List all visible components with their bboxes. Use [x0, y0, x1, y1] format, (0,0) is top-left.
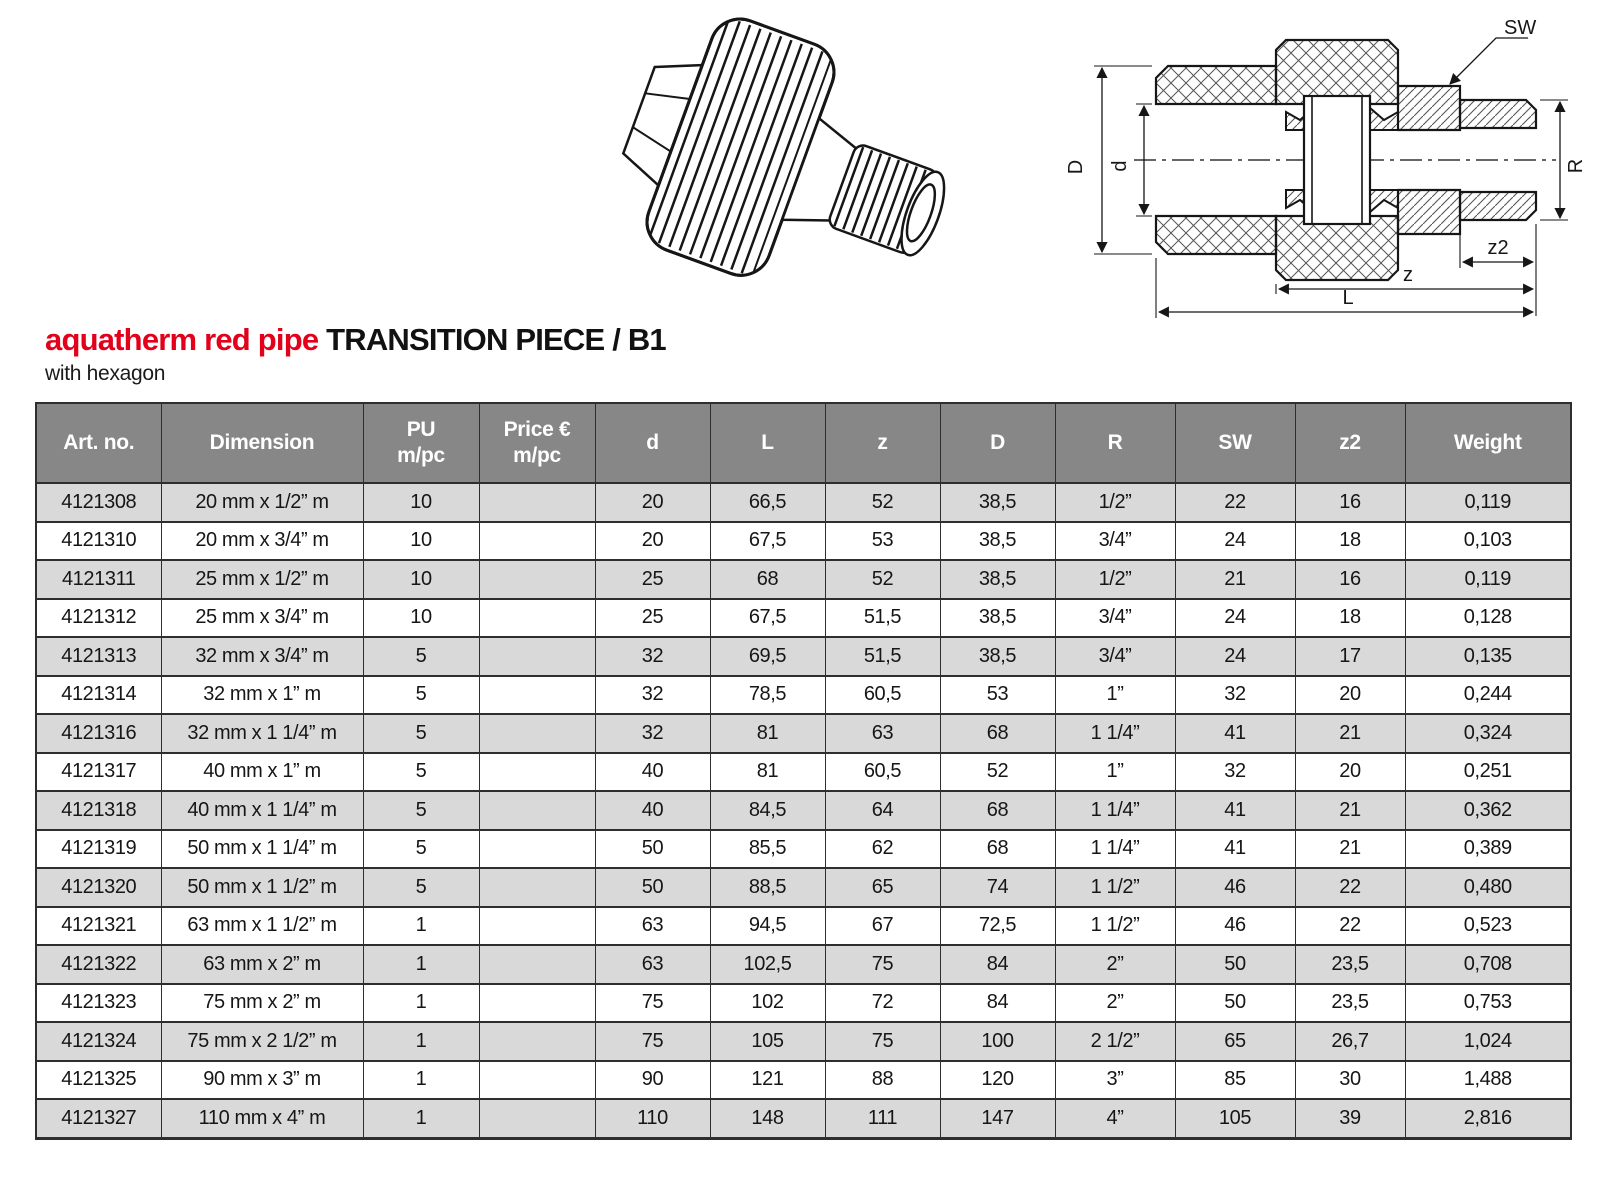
cell-d: 32 — [595, 637, 710, 676]
cell-art-no: 4121321 — [36, 907, 161, 946]
cell-weight: 0,480 — [1405, 868, 1571, 907]
cell-dimension: 40 mm x 1 1/4” m — [161, 791, 363, 830]
cell-z2: 26,7 — [1295, 1022, 1405, 1061]
cell-dimension: 25 mm x 3/4” m — [161, 599, 363, 638]
cell-SW: 41 — [1175, 791, 1295, 830]
cell-D: 72,5 — [940, 907, 1055, 946]
cell-art-no: 4121318 — [36, 791, 161, 830]
cell-SW: 22 — [1175, 483, 1295, 522]
cell-R: 2” — [1055, 984, 1175, 1023]
cell-L: 84,5 — [710, 791, 825, 830]
cell-pu: 5 — [363, 830, 479, 869]
cell-SW: 24 — [1175, 599, 1295, 638]
cell-art-no: 4121310 — [36, 522, 161, 561]
page-title — [45, 324, 666, 357]
cell-art-no: 4121317 — [36, 753, 161, 792]
cell-price — [479, 830, 595, 869]
cell-pu: 10 — [363, 483, 479, 522]
dim-label-L: L — [1342, 287, 1354, 309]
col-header-art-no: Art. no. — [36, 403, 161, 483]
cell-D: 52 — [940, 753, 1055, 792]
table-row — [36, 1061, 1571, 1100]
cell-D: 38,5 — [940, 637, 1055, 676]
cell-z2: 18 — [1295, 522, 1405, 561]
cell-SW: 65 — [1175, 1022, 1295, 1061]
cell-pu: 5 — [363, 676, 479, 715]
cell-weight: 0,523 — [1405, 907, 1571, 946]
cell-pu: 10 — [363, 599, 479, 638]
title-block — [45, 324, 666, 386]
cell-R: 1/2” — [1055, 560, 1175, 599]
cell-d: 25 — [595, 599, 710, 638]
cell-D: 120 — [940, 1061, 1055, 1100]
cell-price — [479, 714, 595, 753]
cell-SW: 32 — [1175, 753, 1295, 792]
dim-label-D: D — [1065, 159, 1087, 175]
cell-dimension: 63 mm x 1 1/2” m — [161, 907, 363, 946]
cell-SW: 24 — [1175, 522, 1295, 561]
cell-L: 102 — [710, 984, 825, 1023]
cell-L: 88,5 — [710, 868, 825, 907]
cell-price — [479, 1099, 595, 1138]
cell-D: 147 — [940, 1099, 1055, 1138]
cell-weight: 0,324 — [1405, 714, 1571, 753]
cell-z: 64 — [825, 791, 940, 830]
product-variant: with hexagon — [45, 361, 166, 385]
cell-z2: 22 — [1295, 868, 1405, 907]
cell-L: 148 — [710, 1099, 825, 1138]
cell-pu: 5 — [363, 637, 479, 676]
cell-d: 20 — [595, 522, 710, 561]
cell-z2: 23,5 — [1295, 945, 1405, 984]
table-row — [36, 791, 1571, 830]
cell-R: 3/4” — [1055, 637, 1175, 676]
cell-z2: 21 — [1295, 791, 1405, 830]
cell-L: 85,5 — [710, 830, 825, 869]
dimension-drawing — [1036, 8, 1596, 320]
cell-pu: 1 — [363, 907, 479, 946]
table-row — [36, 753, 1571, 792]
cell-SW: 46 — [1175, 868, 1295, 907]
cell-weight: 2,816 — [1405, 1099, 1571, 1138]
cell-R: 1 1/2” — [1055, 868, 1175, 907]
cell-d: 32 — [595, 676, 710, 715]
cell-price — [479, 945, 595, 984]
cell-z: 60,5 — [825, 676, 940, 715]
cell-R: 1” — [1055, 676, 1175, 715]
cell-art-no: 4121311 — [36, 560, 161, 599]
cell-dimension: 20 mm x 1/2” m — [161, 483, 363, 522]
cell-D: 68 — [940, 830, 1055, 869]
table-header — [36, 403, 1571, 483]
dim-label-z: z — [1403, 264, 1413, 286]
cell-weight: 0,119 — [1405, 560, 1571, 599]
table-row — [36, 1022, 1571, 1061]
cell-weight: 0,119 — [1405, 483, 1571, 522]
cell-SW: 32 — [1175, 676, 1295, 715]
cell-art-no: 4121312 — [36, 599, 161, 638]
cell-L: 105 — [710, 1022, 825, 1061]
cell-art-no: 4121322 — [36, 945, 161, 984]
cell-d: 40 — [595, 791, 710, 830]
cell-price — [479, 676, 595, 715]
cell-d: 32 — [595, 714, 710, 753]
cell-art-no: 4121325 — [36, 1061, 161, 1100]
cell-pu: 5 — [363, 791, 479, 830]
cell-D: 68 — [940, 714, 1055, 753]
dim-label-d: d — [1109, 160, 1131, 172]
cell-price — [479, 599, 595, 638]
product-name: TRANSITION PIECE / B1 — [326, 322, 666, 357]
cell-price — [479, 637, 595, 676]
cell-art-no: 4121308 — [36, 483, 161, 522]
cell-d: 40 — [595, 753, 710, 792]
cell-art-no: 4121316 — [36, 714, 161, 753]
table-row — [36, 907, 1571, 946]
cell-dimension: 63 mm x 2” m — [161, 945, 363, 984]
cell-pu: 1 — [363, 1099, 479, 1138]
cell-z: 88 — [825, 1061, 940, 1100]
cell-art-no: 4121323 — [36, 984, 161, 1023]
cell-art-no: 4121314 — [36, 676, 161, 715]
cell-price — [479, 1022, 595, 1061]
cell-R: 3/4” — [1055, 522, 1175, 561]
cell-dimension: 32 mm x 3/4” m — [161, 637, 363, 676]
cell-weight: 0,708 — [1405, 945, 1571, 984]
cell-weight: 0,128 — [1405, 599, 1571, 638]
cell-D: 38,5 — [940, 560, 1055, 599]
cell-d: 20 — [595, 483, 710, 522]
cell-pu: 1 — [363, 984, 479, 1023]
cell-dimension: 32 mm x 1 1/4” m — [161, 714, 363, 753]
cell-pu: 5 — [363, 753, 479, 792]
cell-L: 81 — [710, 753, 825, 792]
table-row — [36, 868, 1571, 907]
cell-D: 53 — [940, 676, 1055, 715]
brand-name: aquatherm red pipe — [45, 322, 319, 357]
cell-dimension: 75 mm x 2 1/2” m — [161, 1022, 363, 1061]
cell-L: 68 — [710, 560, 825, 599]
cell-pu: 1 — [363, 1022, 479, 1061]
cell-z: 52 — [825, 483, 940, 522]
cell-d: 75 — [595, 984, 710, 1023]
cell-art-no: 4121313 — [36, 637, 161, 676]
cell-R: 2” — [1055, 945, 1175, 984]
cell-SW: 24 — [1175, 637, 1295, 676]
cell-pu: 5 — [363, 714, 479, 753]
cell-dimension: 20 mm x 3/4” m — [161, 522, 363, 561]
cell-price — [479, 522, 595, 561]
cell-SW: 50 — [1175, 984, 1295, 1023]
col-header-d: d — [595, 403, 710, 483]
cell-L: 67,5 — [710, 522, 825, 561]
table-row — [36, 599, 1571, 638]
cell-d: 63 — [595, 945, 710, 984]
cell-pu: 10 — [363, 560, 479, 599]
table-row — [36, 676, 1571, 715]
table-row — [36, 637, 1571, 676]
cell-D: 38,5 — [940, 483, 1055, 522]
cell-art-no: 4121324 — [36, 1022, 161, 1061]
cell-d: 63 — [595, 907, 710, 946]
cell-R: 3/4” — [1055, 599, 1175, 638]
cell-L: 66,5 — [710, 483, 825, 522]
cell-z2: 23,5 — [1295, 984, 1405, 1023]
col-header-SW: SW — [1175, 403, 1295, 483]
cell-price — [479, 753, 595, 792]
cell-d: 50 — [595, 830, 710, 869]
cell-price — [479, 560, 595, 599]
table-row — [36, 1099, 1571, 1138]
table-row — [36, 714, 1571, 753]
dimension-table — [35, 402, 1572, 1140]
table-row — [36, 522, 1571, 561]
cell-weight: 1,488 — [1405, 1061, 1571, 1100]
cell-z: 111 — [825, 1099, 940, 1138]
col-header-pu: PU m/pc — [363, 403, 479, 483]
cell-z: 75 — [825, 1022, 940, 1061]
cell-dimension: 50 mm x 1 1/2” m — [161, 868, 363, 907]
cell-z2: 39 — [1295, 1099, 1405, 1138]
table-body — [36, 483, 1571, 1138]
cell-d: 90 — [595, 1061, 710, 1100]
dim-label-SW: SW — [1504, 17, 1537, 39]
cell-price — [479, 907, 595, 946]
cell-dimension: 32 mm x 1” m — [161, 676, 363, 715]
cell-SW: 41 — [1175, 714, 1295, 753]
cell-z: 63 — [825, 714, 940, 753]
cell-dimension: 25 mm x 1/2” m — [161, 560, 363, 599]
cell-z2: 16 — [1295, 483, 1405, 522]
table-row — [36, 830, 1571, 869]
cell-D: 38,5 — [940, 599, 1055, 638]
table-row — [36, 945, 1571, 984]
cell-R: 1 1/4” — [1055, 714, 1175, 753]
cell-L: 94,5 — [710, 907, 825, 946]
cell-art-no: 4121319 — [36, 830, 161, 869]
col-header-L: L — [710, 403, 825, 483]
cell-dimension: 40 mm x 1” m — [161, 753, 363, 792]
cell-weight: 0,251 — [1405, 753, 1571, 792]
col-header-z2: z2 — [1295, 403, 1405, 483]
cell-z: 60,5 — [825, 753, 940, 792]
cell-d: 75 — [595, 1022, 710, 1061]
cell-L: 102,5 — [710, 945, 825, 984]
cell-z2: 20 — [1295, 753, 1405, 792]
cell-L: 67,5 — [710, 599, 825, 638]
cell-z: 51,5 — [825, 637, 940, 676]
cell-pu: 1 — [363, 1061, 479, 1100]
cell-R: 1 1/4” — [1055, 830, 1175, 869]
cell-D: 84 — [940, 945, 1055, 984]
cell-L: 69,5 — [710, 637, 825, 676]
table-row — [36, 560, 1571, 599]
col-header-price: Price € m/pc — [479, 403, 595, 483]
cell-R: 4” — [1055, 1099, 1175, 1138]
cell-z: 75 — [825, 945, 940, 984]
cell-SW: 46 — [1175, 907, 1295, 946]
cell-pu: 5 — [363, 868, 479, 907]
cell-z: 72 — [825, 984, 940, 1023]
cell-R: 2 1/2” — [1055, 1022, 1175, 1061]
cell-R: 1/2” — [1055, 483, 1175, 522]
cell-dimension: 110 mm x 4” m — [161, 1099, 363, 1138]
cell-z: 65 — [825, 868, 940, 907]
cell-L: 81 — [710, 714, 825, 753]
cell-R: 1 1/4” — [1055, 791, 1175, 830]
col-header-z: z — [825, 403, 940, 483]
cell-z: 67 — [825, 907, 940, 946]
cell-weight: 0,362 — [1405, 791, 1571, 830]
col-header-dimension: Dimension — [161, 403, 363, 483]
cell-pu: 10 — [363, 522, 479, 561]
cell-D: 38,5 — [940, 522, 1055, 561]
cell-price — [479, 984, 595, 1023]
cell-L: 121 — [710, 1061, 825, 1100]
cell-weight: 0,103 — [1405, 522, 1571, 561]
cell-z2: 21 — [1295, 830, 1405, 869]
cell-SW: 85 — [1175, 1061, 1295, 1100]
cell-z2: 17 — [1295, 637, 1405, 676]
cell-R: 1” — [1055, 753, 1175, 792]
cell-z2: 21 — [1295, 714, 1405, 753]
cell-z: 52 — [825, 560, 940, 599]
col-header-R: R — [1055, 403, 1175, 483]
col-header-weight: Weight — [1405, 403, 1571, 483]
cell-price — [479, 791, 595, 830]
cell-d: 110 — [595, 1099, 710, 1138]
cell-z2: 20 — [1295, 676, 1405, 715]
cell-SW: 50 — [1175, 945, 1295, 984]
cell-d: 50 — [595, 868, 710, 907]
cell-dimension: 90 mm x 3” m — [161, 1061, 363, 1100]
cell-R: 1 1/2” — [1055, 907, 1175, 946]
cell-price — [479, 1061, 595, 1100]
header-row — [36, 403, 1571, 483]
cell-SW: 105 — [1175, 1099, 1295, 1138]
cell-z: 53 — [825, 522, 940, 561]
cell-dimension: 50 mm x 1 1/4” m — [161, 830, 363, 869]
dim-label-R: R — [1565, 158, 1587, 174]
cell-price — [479, 868, 595, 907]
cell-weight: 0,244 — [1405, 676, 1571, 715]
cell-SW: 21 — [1175, 560, 1295, 599]
cell-weight: 1,024 — [1405, 1022, 1571, 1061]
cell-art-no: 4121320 — [36, 868, 161, 907]
cell-art-no: 4121327 — [36, 1099, 161, 1138]
cell-SW: 41 — [1175, 830, 1295, 869]
col-header-D: D — [940, 403, 1055, 483]
cell-D: 68 — [940, 791, 1055, 830]
cell-weight: 0,389 — [1405, 830, 1571, 869]
cell-R: 3” — [1055, 1061, 1175, 1100]
cell-dimension: 75 mm x 2” m — [161, 984, 363, 1023]
cell-pu: 1 — [363, 945, 479, 984]
cell-z: 51,5 — [825, 599, 940, 638]
dim-label-z2: z2 — [1487, 237, 1509, 259]
table-row — [36, 483, 1571, 522]
cell-D: 74 — [940, 868, 1055, 907]
cell-D: 100 — [940, 1022, 1055, 1061]
cell-price — [479, 483, 595, 522]
cell-d: 25 — [595, 560, 710, 599]
product-isometric-drawing — [595, 16, 995, 318]
cell-L: 78,5 — [710, 676, 825, 715]
cell-z2: 22 — [1295, 907, 1405, 946]
cell-weight: 0,753 — [1405, 984, 1571, 1023]
cell-z: 62 — [825, 830, 940, 869]
cell-weight: 0,135 — [1405, 637, 1571, 676]
cell-z2: 30 — [1295, 1061, 1405, 1100]
cell-z2: 18 — [1295, 599, 1405, 638]
table-row — [36, 984, 1571, 1023]
cell-z2: 16 — [1295, 560, 1405, 599]
cell-D: 84 — [940, 984, 1055, 1023]
